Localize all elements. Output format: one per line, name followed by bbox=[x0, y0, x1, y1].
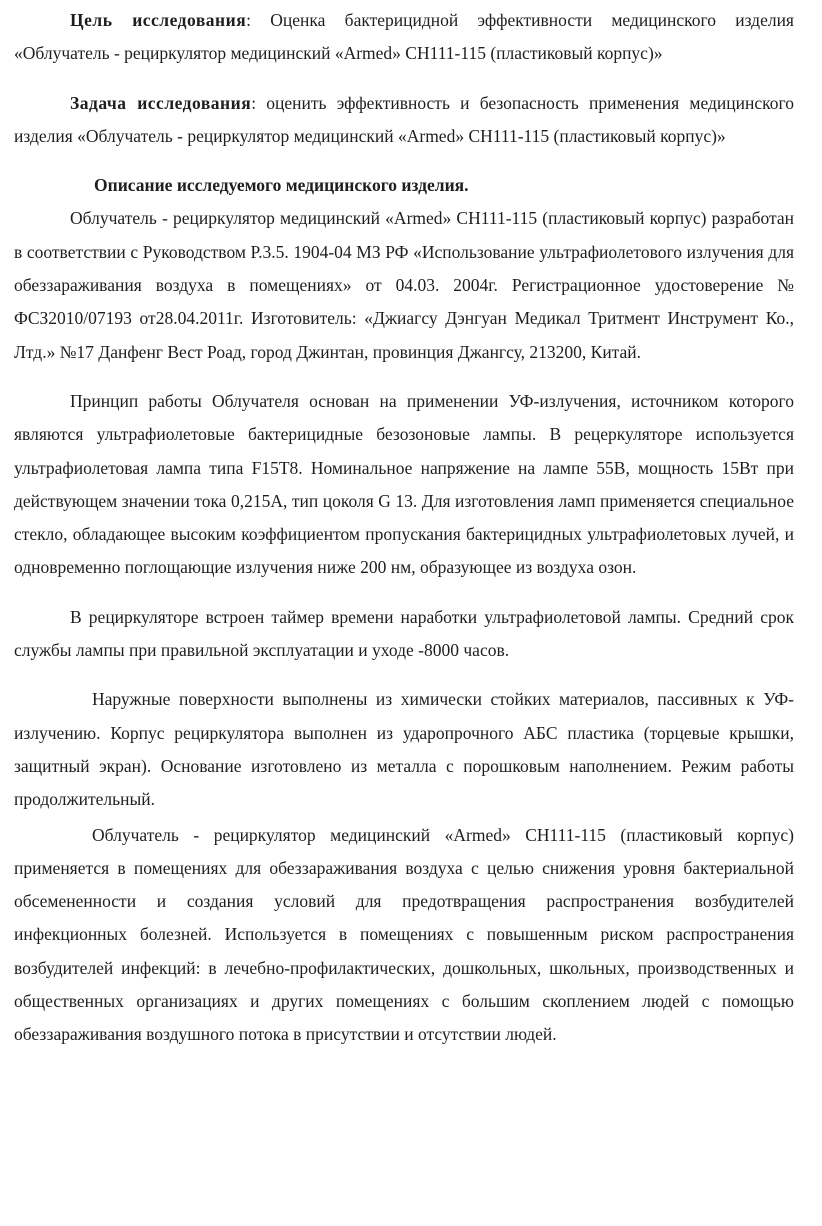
goal-paragraph bbox=[14, 4, 794, 71]
goal-text: : Оценка бактерицидной эффективности медицинского изделия «Облучатель - рециркулятор медицинский «Armed» СН111-115 (пластиковый корпус)» bbox=[14, 10, 794, 64]
description-heading: Описание исследуемого медицинского изделия. bbox=[94, 175, 469, 196]
description-paragraph-4: Наружные поверхности выполнены из химически стойких материалов, пассивных к УФ-излучению. Корпус рециркулятора выполнен из ударопрочного АБС пластика (торцевые крышки, защитный экран). Основание изготовлено из металла с порошковым наполнением. Режим работы продолжительный. bbox=[14, 689, 794, 810]
description-paragraph-2: Принцип работы Облучателя основан на применении УФ-излучения, источником которого являются ультрафиолетовые бактерицидные безозоновые лампы. В рецеркуляторе используется ультрафиолетовая лампа типа F15T8. Номинальное напряжение на лампе 55В, мощность 15Вт при действующем значении тока 0,215А, тип цоколя G 13. Для изготовления ламп применяется специальное стекло, обладающее высоким коэффициентом пропускания бактерицидных ультрафиолетовых лучей, и одновременно поглощающие излучения ниже 200 нм, образующее из воздуха озон. bbox=[14, 390, 794, 578]
description-paragraph-5: Облучатель - рециркулятор медицинский «Armed» СН111-115 (пластиковый корпус) применяется в помещениях для обеззараживания воздуха с целью снижения уровня бактериальной обсемененности и создания условий для предотвращения распространения возбудителей инфекционных болезней. Используется в помещениях с повышенным риском распространения возбудителей инфекций: в лечебно-профилактических, дошкольных, школьных, производственных и общественных организациях и других помещениях с большим скоплением людей с помощью обеззараживания воздушного потока в присутствии и отсутствии людей. bbox=[14, 824, 794, 1045]
task-paragraph bbox=[14, 87, 794, 154]
goal-label: Цель исследования bbox=[70, 10, 247, 30]
task-text: : оценить эффективность и безопасность применения медицинского изделия «Облучатель - рециркулятор медицинский «Armed» СН111-115 (пластиковый корпус)» bbox=[14, 92, 795, 146]
description-paragraph-3: В рециркуляторе встроен таймер времени наработки ультрафиолетовой лампы. Средний срок службы лампы при правильной эксплуатации и уходе -8000 часов. bbox=[14, 606, 794, 661]
task-label: Задача исследования bbox=[70, 92, 252, 113]
description-paragraph-1: Облучатель - рециркулятор медицинский «Armed» СН111-115 (пластиковый корпус) разработан в соответствии с Руководством Р.3.5. 1904-04 МЗ РФ «Использование ультрафиолетового излучения для обеззараживания воздуха в помещениях» от 04.03. 2004г. Регистрационное удостоверение № ФСЗ2010/07193 от28.04.2011г. Изготовитель: «Джиагсу Дэнгуан Медикал Тритмент Инструмент Ко., Лтд.» №17 Данфенг Вест Роад, город Джинтан, провинция Джангсу, 213200, Китай. bbox=[14, 208, 794, 362]
